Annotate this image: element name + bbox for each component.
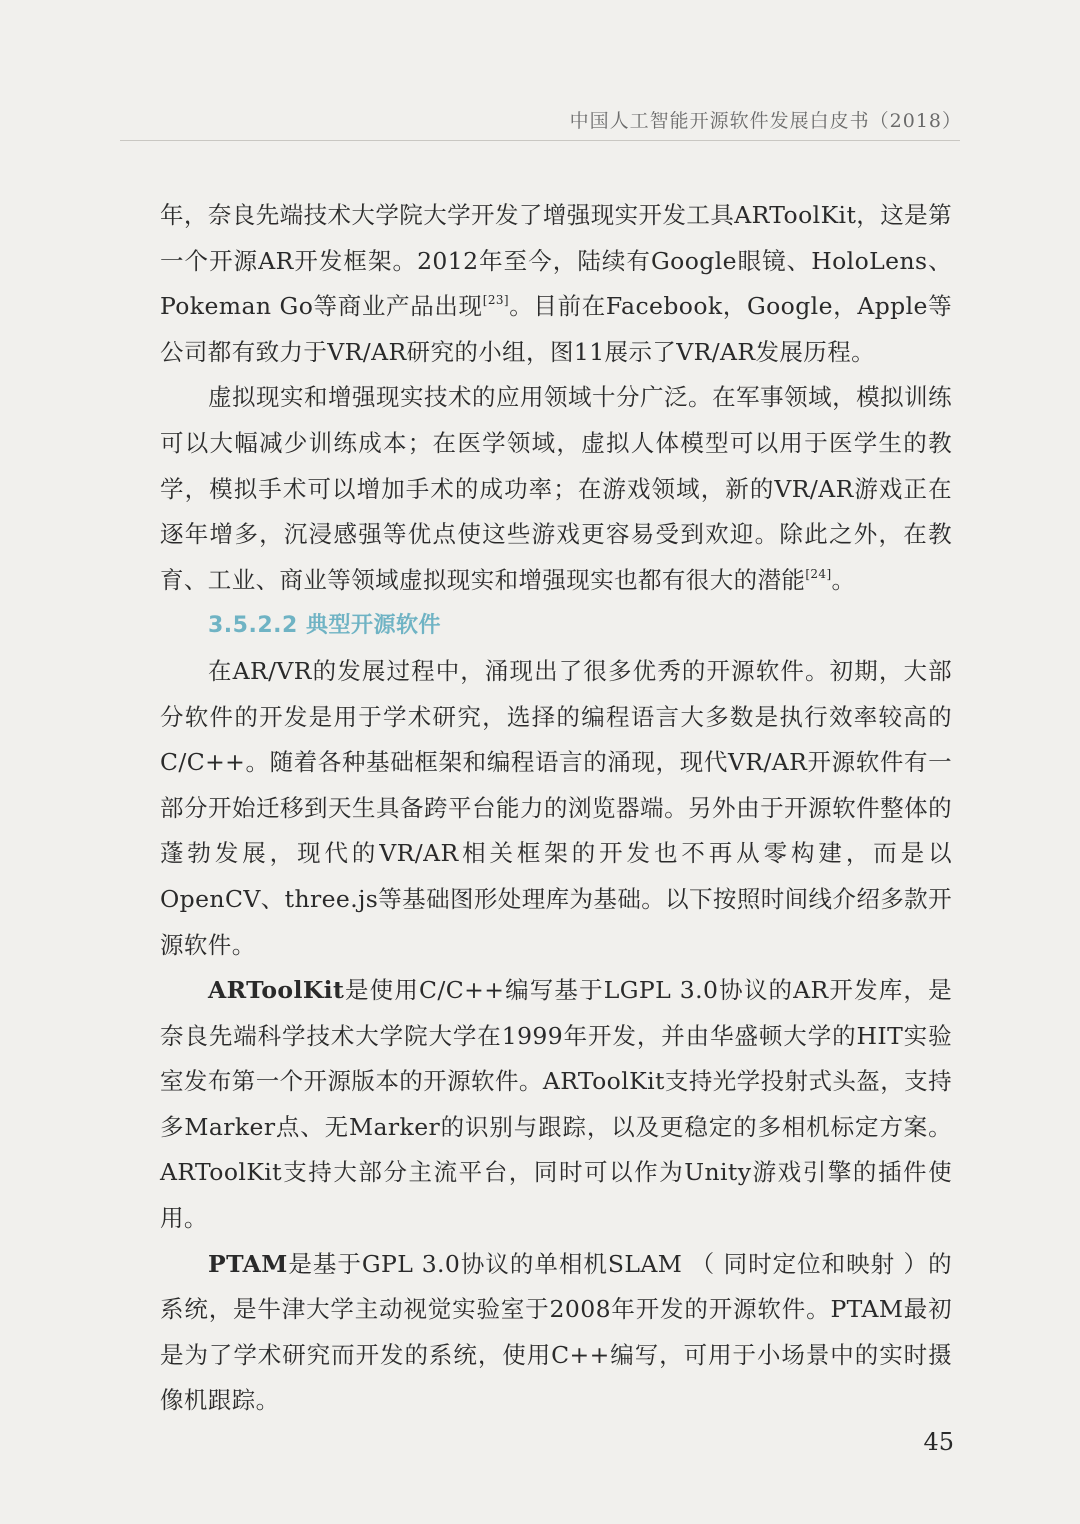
paragraph-text: 是使用C/C++编写基于LGPL 3.0协议的AR开发库，是奈良先端科学技术大学院大学在1999年开发，并由华盛顿大学的HIT实验室发布第一个开源版本的开源软件。ARToolKit支持光学投射式头盔，支持多Marker点、无Marker的识别与跟踪，以及更稳定的多相机标定方案。ARToolKit支持大部分主流平台，同时可以作为Unity游戏引擎的插件使用。 bbox=[160, 976, 952, 1233]
paragraph-text: 年，奈良先端技术大学院大学开发了增强现实开发工具ARToolKit，这是第一个开源AR开发框架。2012年至今，陆续有Google眼镜、HoloLens、Pokeman Go等商业产品出现 bbox=[160, 201, 952, 321]
paragraph-applications bbox=[160, 375, 952, 603]
paragraph-text: 虚拟现实和增强现实技术的应用领域十分广泛。在军事领域，模拟训练可以大幅减少训练成本；在医学领域，虚拟人体模型可以用于医学生的教学，模拟手术可以增加手术的成功率；在游戏领域，新的VR/AR游戏正在逐年增多，沉浸感强等优点使这些游戏更容易受到欢迎。除此之外，在教育、工业、商业等领域虚拟现实和增强现实也都有很大的潜能 bbox=[160, 383, 952, 594]
term-ptam: PTAM bbox=[208, 1249, 288, 1278]
body-text bbox=[160, 193, 952, 1424]
running-header: 中国人工智能开源软件发展白皮书（2018） bbox=[569, 110, 962, 132]
page-number: 45 bbox=[923, 1428, 954, 1456]
paragraph-vr-ar-history bbox=[160, 193, 952, 375]
term-artoolkit: ARToolKit bbox=[208, 976, 345, 1005]
citation-ref: [23] bbox=[482, 293, 509, 308]
paragraph-text: 是基于GPL 3.0协议的单相机SLAM （ 同时定位和映射 ）的系统，是牛津大学主动视觉实验室于2008年开发的开源软件。PTAM最初是为了学术研究而开发的系统，使用C++编写，可用于小场景中的实时摄像机跟踪。 bbox=[160, 1249, 952, 1415]
citation-ref: [24] bbox=[805, 566, 832, 581]
paragraph-artoolkit bbox=[160, 968, 952, 1242]
header-rule bbox=[120, 140, 960, 141]
paragraph-ptam bbox=[160, 1242, 952, 1424]
paragraph-text: 。目前在Facebook，Google，Apple等公司都有致力于VR/AR研究的小组，图11展示了VR/AR发展历程。 bbox=[160, 292, 952, 366]
paragraph-text: 。 bbox=[831, 565, 856, 594]
paragraph-text: 在AR/VR的发展过程中，涌现出了很多优秀的开源软件。初期，大部分软件的开发是用于学术研究，选择的编程语言大多数是执行效率较高的C/C++。随着各种基础框架和编程语言的涌现，现代VR/AR开源软件有一部分开始迁移到天生具备跨平台能力的浏览器端。另外由于开源软件整体的蓬勃发展，现代的VR/AR相关框架的开发也不再从零构建，而是以OpenCV、three.js等基础图形处理库为基础。以下按照时间线介绍多款开源软件。 bbox=[160, 656, 952, 959]
paragraph-open-source-overview bbox=[160, 649, 952, 968]
section-heading: 3.5.2.2 典型开源软件 bbox=[208, 613, 441, 639]
